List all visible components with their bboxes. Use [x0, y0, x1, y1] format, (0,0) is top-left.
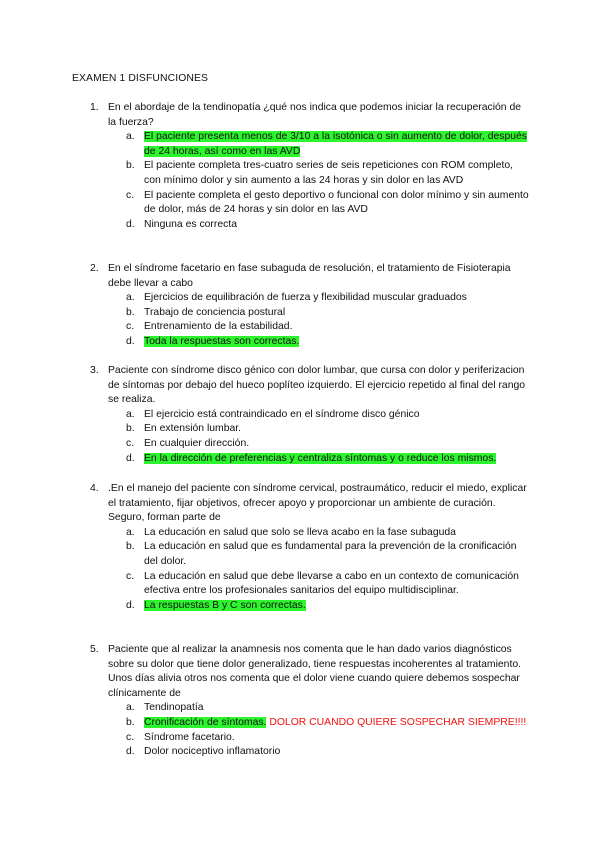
question-text: .En el manejo del paciente con síndrome cervical, postraumático, reducir el miedo, explicar el tratamiento, fijar objetivos, ofrecer apoyo y proporcionar un ambiente de curación. Seguro, forman parte de	[108, 483, 527, 524]
question-5	[90, 643, 530, 760]
question-text: En el abordaje de la tendinopatía ¿qué nos indica que podemos iniciar la recuperación de la fuerza?	[108, 102, 522, 128]
option-letter: d.	[126, 746, 135, 758]
option-c	[126, 189, 530, 218]
option-d	[126, 335, 530, 350]
option-text: Trabajo de conciencia postural	[144, 306, 286, 318]
question-number: 1.	[90, 102, 99, 113]
exam-title: EXAMEN 1 DISFUNCIONES	[72, 73, 209, 84]
option-text: En extensión lumbar.	[144, 423, 242, 435]
option-c	[126, 437, 530, 452]
option-text: Ninguna es correcta	[144, 218, 237, 230]
options-list	[126, 291, 530, 349]
option-a	[126, 526, 530, 541]
option-letter: c.	[126, 321, 135, 333]
option-text: Síndrome facetario.	[144, 731, 235, 743]
option-text: Tendinopatía	[144, 702, 204, 714]
option-letter: b.	[126, 716, 135, 728]
correct-answer-text: Toda la respuestas son correctas.	[144, 335, 300, 347]
option-letter: c.	[126, 437, 135, 449]
option-letter: d.	[126, 452, 135, 464]
option-letter: b.	[126, 423, 135, 435]
correct-answer-text: En la dirección de preferencias y centraliza síntomas y o reduce los mismos.	[144, 452, 497, 464]
option-text: La educación en salud que solo se lleva acabo en la fase subaguda	[144, 526, 456, 538]
option-a	[126, 408, 530, 423]
option-letter: b.	[126, 306, 135, 318]
option-b	[126, 422, 530, 437]
option-b	[126, 159, 530, 188]
option-letter: d.	[126, 335, 135, 347]
question-number: 3.	[90, 365, 99, 376]
option-a	[126, 701, 530, 716]
correct-answer-text: Cronificación de síntomas.	[144, 716, 267, 728]
option-c	[126, 570, 530, 599]
options-list	[126, 701, 530, 759]
correct-answer-text: El paciente presenta menos de 3/10 a la isotónica o sin aumento de dolor, después de 24 horas, así como en las AVD	[144, 131, 527, 157]
question-2	[90, 262, 530, 350]
option-text: Ejercicios de equilibración de fuerza y flexibilidad muscular graduados	[144, 292, 467, 304]
option-letter: a.	[126, 526, 135, 538]
question-number: 2.	[90, 263, 99, 274]
option-a	[126, 130, 530, 159]
option-letter: b.	[126, 160, 135, 172]
option-letter: b.	[126, 541, 135, 553]
option-letter: a.	[126, 702, 135, 714]
question-text: Paciente con síndrome disco génico con dolor lumbar, que cursa con dolor y periferizacion de síntomas por debajo del hueco poplíteo izquierdo. El ejercicio repetido al final del rango se realiza.	[108, 365, 526, 406]
option-b	[126, 716, 530, 731]
options-list	[126, 526, 530, 614]
option-text: El ejercicio está contraindicado en el síndrome disco génico	[144, 408, 420, 420]
option-text: La educación en salud que es fundamental para la prevención de la cronificación del dolor.	[144, 541, 517, 567]
option-c	[126, 320, 530, 335]
option-d	[126, 745, 530, 760]
option-a	[126, 291, 530, 306]
option-letter: c.	[126, 189, 135, 201]
option-letter: a.	[126, 131, 135, 143]
question-1	[90, 101, 530, 232]
options-list	[126, 130, 530, 232]
option-text: El paciente completa el gesto deportivo o funcional con dolor mínimo y sin aumento de dolor, más de 24 horas y sin dolor en las AVD	[144, 189, 529, 216]
option-d	[126, 452, 530, 467]
question-4	[90, 482, 530, 613]
option-letter: a.	[126, 292, 135, 304]
option-letter: c.	[126, 570, 135, 582]
option-text: Entrenamiento de la estabilidad.	[144, 321, 293, 333]
option-b	[126, 540, 530, 569]
correct-answer-text: La respuestas B y C son correctas.	[144, 599, 306, 611]
annotation-note: DOLOR CUANDO QUIERE SOSPECHAR SIEMPRE!!!!	[269, 716, 527, 728]
options-list	[126, 408, 530, 466]
option-text: La educación en salud que debe llevarse a cabo en un contexto de comunicación efectiva entre los profesionales sanitarios del equipo multidisciplinar.	[144, 570, 519, 597]
option-letter: c.	[126, 731, 135, 743]
option-b	[126, 306, 530, 321]
option-letter: a.	[126, 408, 135, 420]
option-letter: d.	[126, 599, 135, 611]
option-text: Dolor nociceptivo inflamatorio	[144, 746, 281, 758]
question-3	[90, 364, 530, 466]
question-text: En el síndrome facetario en fase subaguda de resolución, el tratamiento de Fisioterapia debe llevar a cabo	[108, 263, 511, 289]
option-d	[126, 599, 530, 614]
question-text: Paciente que al realizar la anamnesis nos comenta que le han dado varios diagnósticos sobre su dolor que tiene dolor generalizado, tiene respuestas incoherentes al tratamiento. Unos días alivia otros nos comenta que el dolor viene cuando quiere debemos sospechar clínicamente de	[108, 644, 521, 699]
option-letter: d.	[126, 218, 135, 230]
option-c	[126, 731, 530, 746]
option-text: El paciente completa tres-cuatro series de seis repeticiones con ROM completo, con mínimo dolor y sin aumento a las 24 horas y sin dolor en las AVD	[144, 160, 514, 186]
question-number: 4.	[90, 483, 99, 494]
option-text: En cualquier dirección.	[144, 437, 250, 449]
option-d	[126, 218, 530, 233]
question-number: 5.	[90, 644, 99, 655]
